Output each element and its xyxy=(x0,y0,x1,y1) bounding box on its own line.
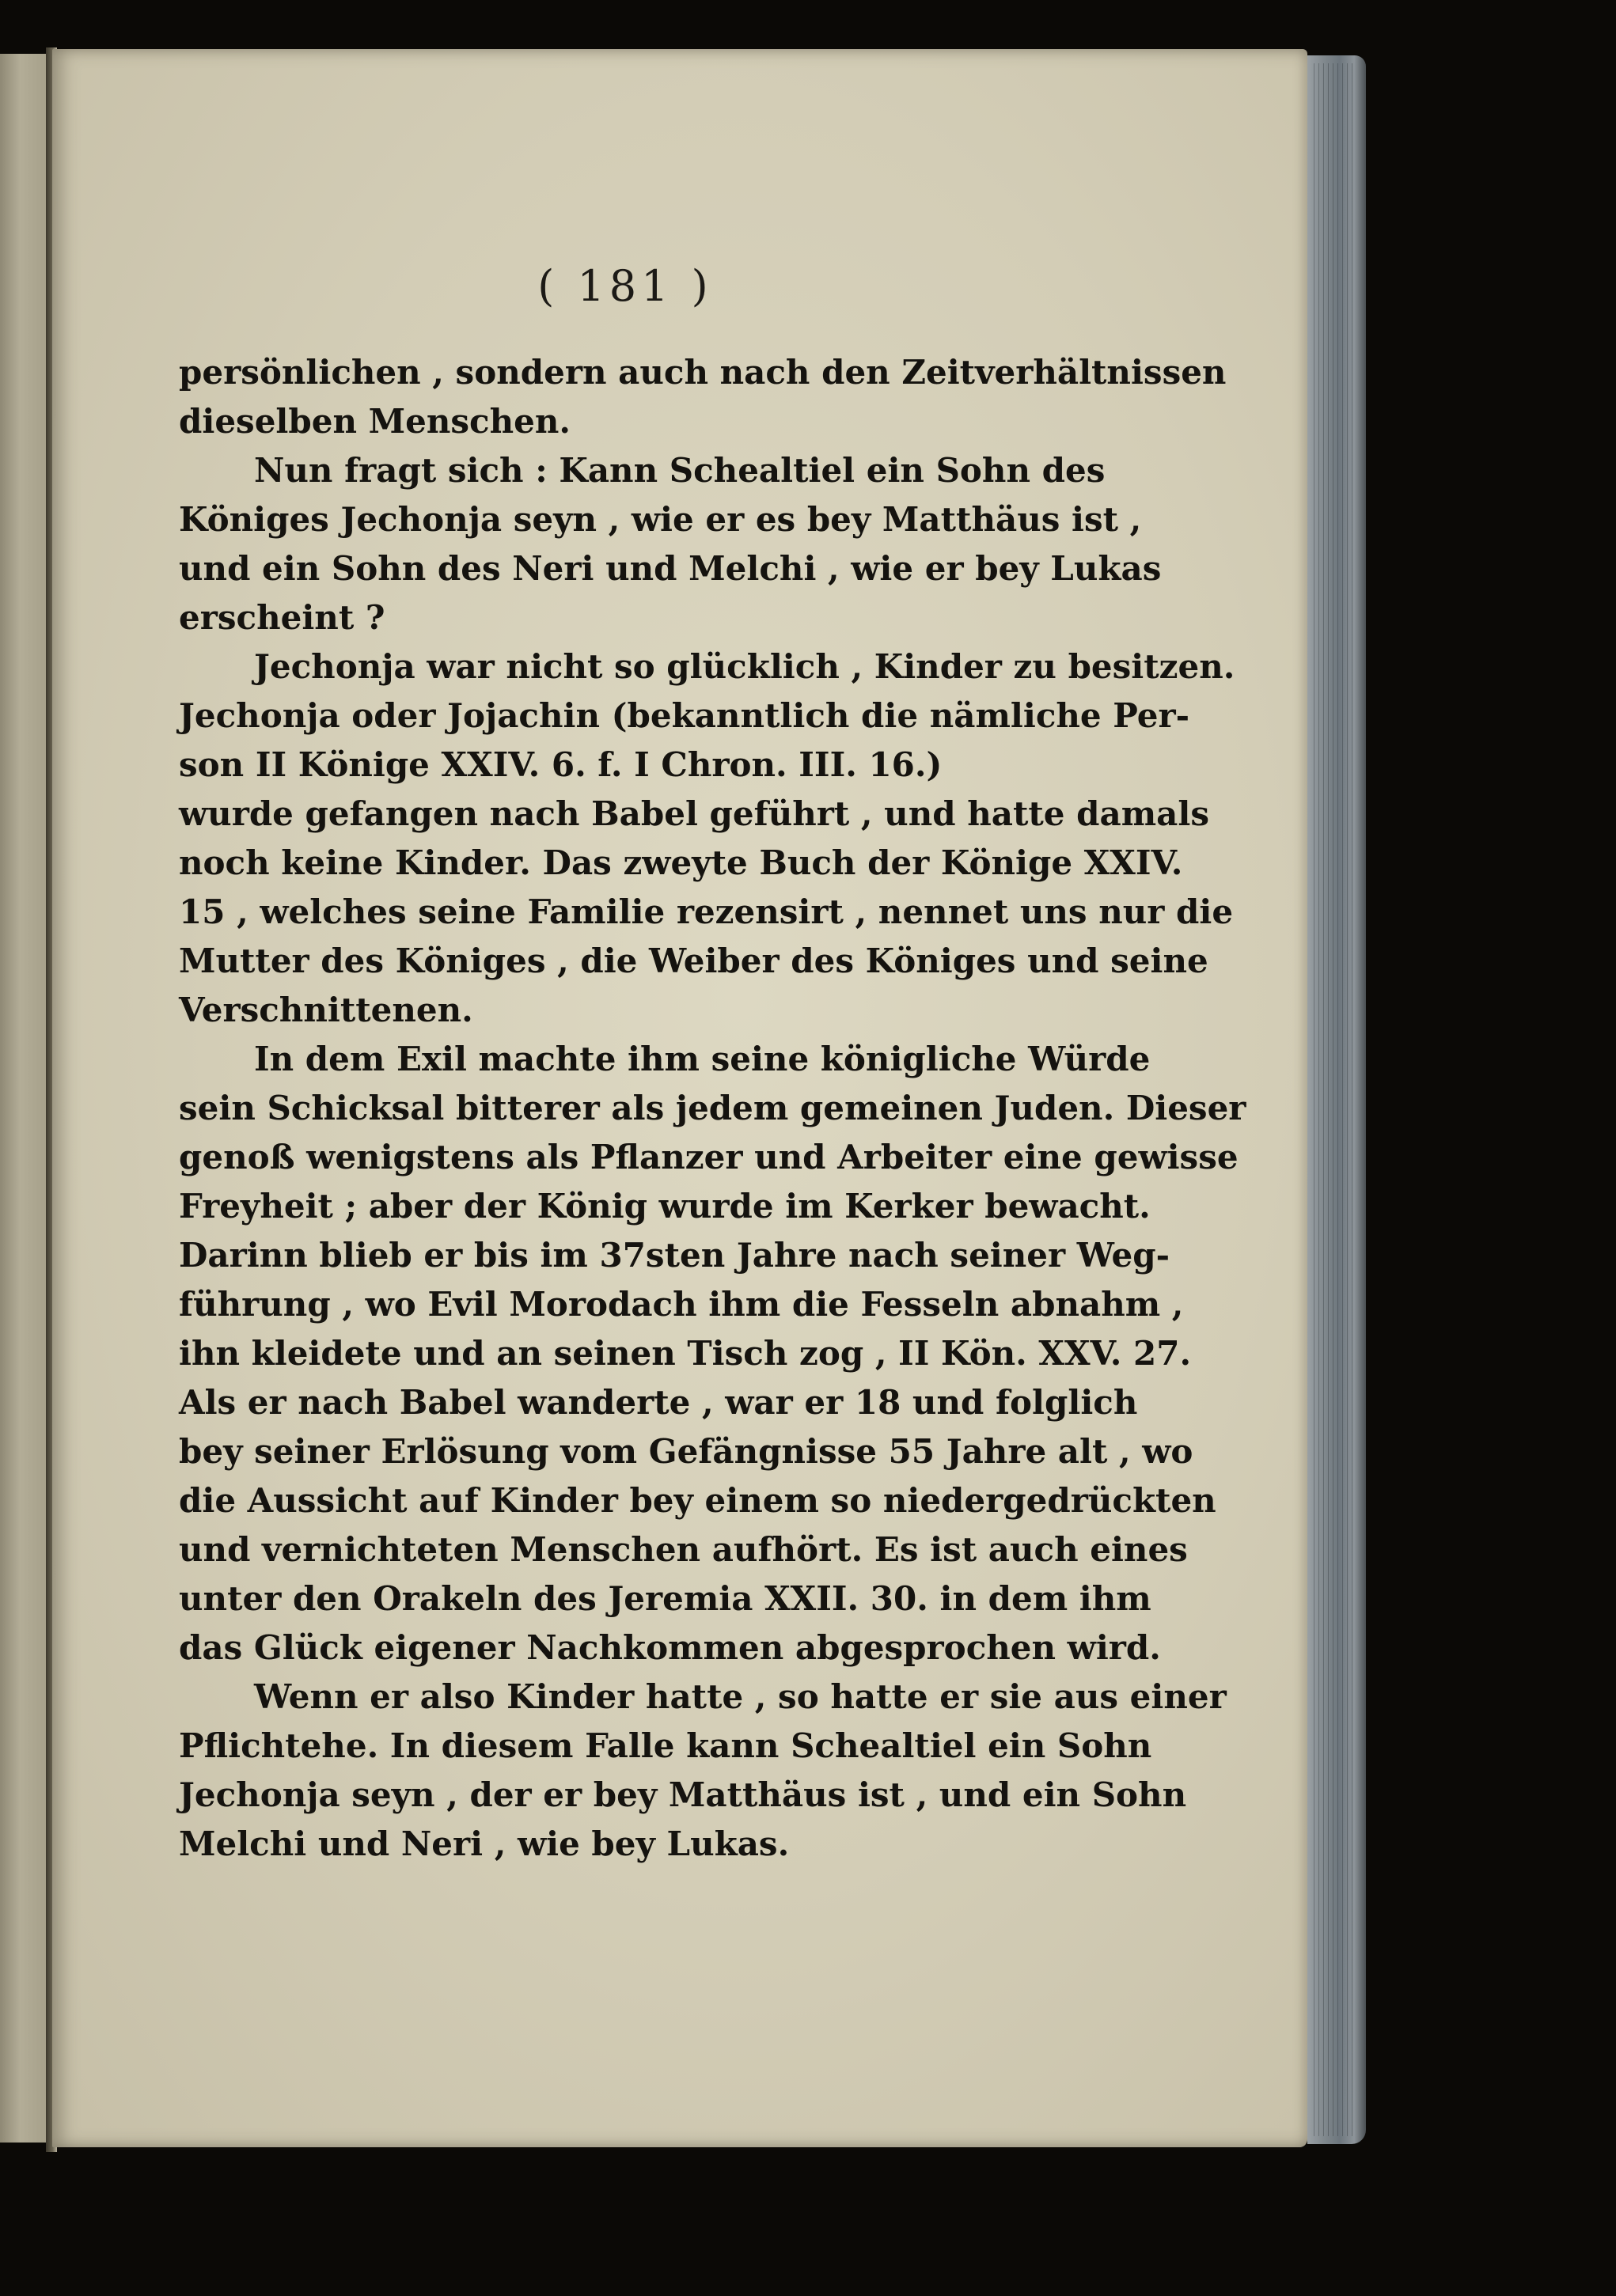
page-stack-lines xyxy=(1314,63,1353,2136)
text-line: Jechonja seyn , der er bey Matthäus ist , und ein Sohn xyxy=(179,1775,1187,1814)
text-line: son II Könige XXIV. 6. f. I Chron. III. 16.) xyxy=(179,745,943,784)
body-text xyxy=(179,348,1246,1869)
text-line: Mutter des Königes , die Weiber des Königes und seine xyxy=(179,942,1208,980)
text-line: persönlichen , sondern auch nach den Zeitverhältnissen xyxy=(179,353,1227,392)
page-number: ( 181 ) xyxy=(537,261,713,311)
text-line: In dem Exil machte ihm seine königliche Würde xyxy=(254,1040,1151,1078)
left-page-edge xyxy=(0,54,51,2143)
text-line: Als er nach Babel wanderte , war er 18 und folglich xyxy=(179,1383,1138,1422)
text-line: ihn kleidete und an seinen Tisch zog , II Kön. XXV. 27. xyxy=(179,1334,1192,1373)
text-line: Melchi und Neri , wie bey Lukas. xyxy=(179,1824,790,1863)
text-line: Darinn blieb er bis im 37sten Jahre nach seiner Weg- xyxy=(179,1236,1170,1275)
text-line: wurde gefangen nach Babel geführt , und hatte damals xyxy=(179,794,1209,833)
text-line: genoß wenigstens als Pflanzer und Arbeiter eine gewisse xyxy=(179,1138,1239,1176)
text-line: und ein Sohn des Neri und Melchi , wie er bey Lukas xyxy=(179,549,1162,588)
text-line: und vernichteten Menschen aufhört. Es ist auch eines xyxy=(179,1530,1188,1569)
text-line: Nun fragt sich : Kann Schealtiel ein Sohn des xyxy=(254,451,1106,490)
text-line: Pflichtehe. In diesem Falle kann Schealtiel ein Sohn xyxy=(179,1726,1152,1765)
text-line: das Glück eigener Nachkommen abgesprochen wird. xyxy=(179,1628,1161,1667)
text-line: Königes Jechonja seyn , wie er es bey Matthäus ist , xyxy=(179,500,1142,539)
text-line: die Aussicht auf Kinder bey einem so niedergedrückten xyxy=(179,1481,1216,1520)
text-line: erscheint ? xyxy=(179,598,385,637)
text-line: Wenn er also Kinder hatte , so hatte er sie aus einer xyxy=(254,1677,1227,1716)
text-line: Jechonja oder Jojachin (bekanntlich die nämliche Per- xyxy=(179,696,1190,735)
text-line: unter den Orakeln des Jeremia XXII. 30. in dem ihm xyxy=(179,1579,1151,1618)
text-line: Verschnittenen. xyxy=(179,991,473,1029)
text-line: sein Schicksal bitterer als jedem gemeinen Juden. Dieser xyxy=(179,1089,1246,1127)
text-line: bey seiner Erlösung vom Gefängnisse 55 Jahre alt , wo xyxy=(179,1432,1193,1471)
text-line: noch keine Kinder. Das zweyte Buch der Könige XXIV. xyxy=(179,843,1183,882)
text-line: führung , wo Evil Morodach ihm die Fesseln abnahm , xyxy=(179,1285,1184,1324)
text-line: dieselben Menschen. xyxy=(179,402,571,441)
text-line: 15 , welches seine Familie rezensirt , nennet uns nur die xyxy=(179,892,1234,931)
text-line: Jechonja war nicht so glücklich , Kinder zu besitzen. xyxy=(254,647,1235,686)
text-line: Freyheit ; aber der König wurde im Kerker bewacht. xyxy=(179,1187,1151,1226)
